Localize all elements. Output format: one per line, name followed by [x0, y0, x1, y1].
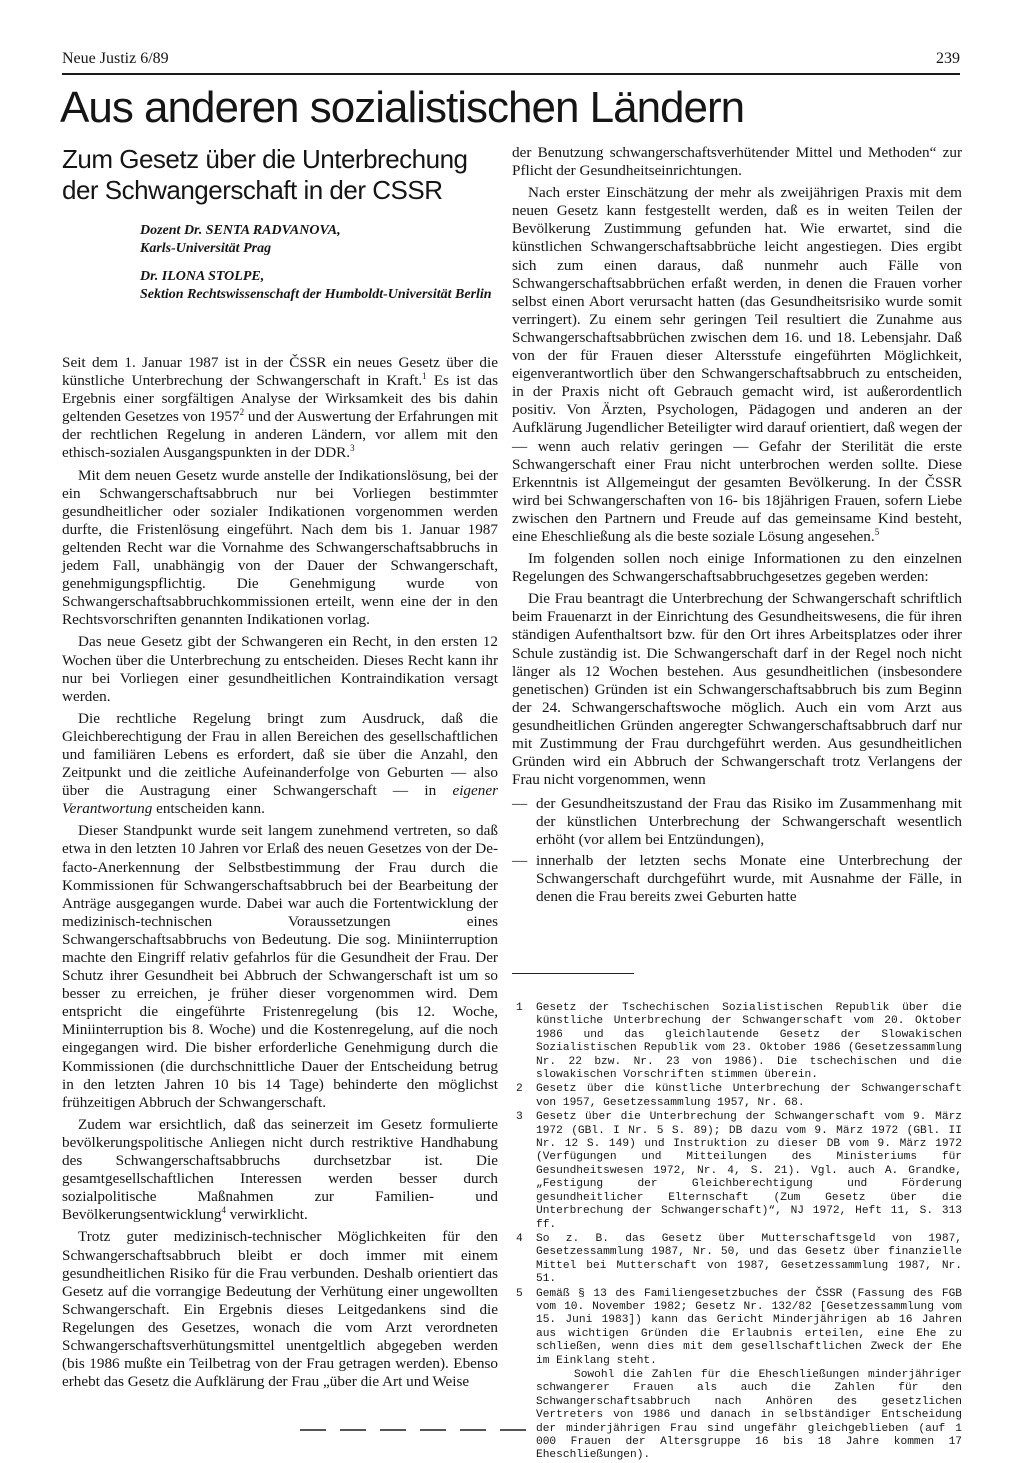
- footnote-4: [512, 1233, 962, 1287]
- footnote-text: Gesetz über die Unterbrechung der Schwangerschaft vom 9. März 1972 (GBl. I Nr. 5 S. 89); DB dazu vom 9. März 1972 (GBl. II Nr. 12 S. 149) und Instruktion zu dieser DB vom 9. März 1972 (Verfügungen und Mitteilungen des Ministeriums für Gesundheitswesen 1972, Nr. 4, S. 21). Vgl. auch A. Grandke, „Festigung der Gleichberechtigung und Förderung gesundheitlicher Elternschaft (Zum Gesetz über die Unterbrechung der Schwangerschaft)“, NJ 1972, Heft 11, S. 313 ff.: [536, 1111, 962, 1231]
- footnote-1: [512, 1002, 962, 1082]
- paragraph: [512, 184, 962, 546]
- header-rule: [62, 73, 960, 75]
- article-title: [62, 144, 498, 206]
- footnote-number: 4: [516, 1232, 523, 1245]
- list-item-text: der Gesundheitszustand der Frau das Risiko im Zusammenhang mit der künstlichen Unterbrechung der Schwangerschaft wesentlich erhöht (vor allem bei Entzündungen),: [536, 795, 962, 849]
- paragraph: Mit dem neuen Gesetz wurde anstelle der Indikationslösung, bei der ein Schwangerschaftsabbruch nur bei Vorliegen bestimmter gesundheitlicher oder sozialer Indikationen vorgenommen werden durfte, die Fristenlösung eingeführt. Nach dem bis 1. Januar 1987 geltenden Recht war die Vornahme des Schwangerschaftsabbruchs in jedem Fall, unabhängig von der Dauer der Schwangerschaft, genehmigungspflichtig. Die Genehmigung wurde von Schwangerschaftsabbruchkommissionen erteilt, wenn eine der in den Rechtsvorschriften genannten Indikationen vorlag.: [62, 466, 498, 629]
- article-title-line-2: der Schwangerschaft in der CSSR: [62, 175, 443, 205]
- paragraph: Im folgenden sollen noch einige Informationen zu den einzelnen Regelungen des Schwangerschaftsabbruchgesetzes gegeben werden:: [512, 550, 962, 586]
- footnote-ref-5[interactable]: 5: [874, 526, 880, 537]
- left-column: [62, 144, 498, 1395]
- paragraph-text: und der Auswertung der Erfahrungen mit der rechtlichen Regelung in anderen Ländern, vor allem mit den ethisch-sozialen Ausgangspunkten in der DDR.: [62, 408, 498, 462]
- paragraph: Das neue Gesetz gibt der Schwangeren ein Recht, in den ersten 12 Wochen über die Unterbrechung zu entscheiden. Dieses Recht kann ihr nur bei Vorliegen einer gesundheitlichen Kontraindikation versagt werden.: [62, 633, 498, 705]
- author-2-affiliation: Sektion Rechtswissenschaft der Humboldt-Universität Berlin: [140, 287, 492, 302]
- paragraph-text: Die rechtliche Regelung bringt zum Ausdruck, daß die Gleichberechtigung der Frau in allen Bereichen des gesellschaftlichen und familiären Lebens es erfordert, daß sie über die Anzahl, den Zeitpunkt und die zeitliche Aufeinanderfolge von Geburten — also über die Austragung einer Schwangerschaft — in: [62, 709, 498, 800]
- footnote-text: Gemäß § 13 des Familiengesetzbuches der ČSSR (Fassung des FGB vom 10. November 1982; Gesetz Nr. 132/82 [Gesetzessammlung vom 15. Juni 1983]) kann das Gericht Minderjährigen ab 16 Jahren aus wichtigen Gründen die Erlaubnis erteilen, eine Ehe zu schließen, wenn dies mit dem gesellschaftlichen Zweck der Ehe im Einklang steht.: [536, 1287, 962, 1367]
- journal-issue: Neue Justiz 6/89: [62, 50, 169, 67]
- footnote-3: [512, 1111, 962, 1232]
- footnote-ref-3[interactable]: 3: [350, 443, 355, 454]
- paragraph: [62, 354, 498, 463]
- author-1: [140, 222, 498, 258]
- footnote-text: Gesetz der Tschechischen Sozialistischen Republik über die künstliche Unterbrechung der Schwangerschaft vom 20. Oktober 1986 und das gleichlautende Gesetz der Slowakischen Sozialistischen Republik vom 23. Oktober 1986 (Gesetzessammlung Nr. 22 bzw. Nr. 23 von 1986). Die tschechischen und die slowakischen Vorschriften stimmen überein.: [536, 1002, 962, 1082]
- running-head: [62, 50, 960, 74]
- footnote-number: 3: [516, 1111, 523, 1124]
- paragraph-text: Seit dem 1. Januar 1987 ist in der ČSSR ein neues Gesetz über die künstliche Unterbrechung der Schwangerschaft in Kraft.: [62, 354, 498, 390]
- paragraph: Trotz guter medizinisch-technischer Möglichkeiten für den Schwangerschaftsabbruch bleibt er doch immer mit einem gesundheitlichen Risiko für die Frau verbunden. Deshalb orientiert das Gesetz auf die vorrangige Bedeutung der Verhütung einer ungewollten Schwangerschaft. Ein Ergebnis dieses Leitgedankens sind die Regelungen des Gesetzes, wonach die vom Arzt verordneten Schwangerschaftsverhütungsmittel unentgeltlich abgegeben werden (bis 1986 mußte ein Teilbetrag von der Frau getragen werden). Ebenso erhebt das Gesetz die Aufklärung der Frau „über die Art und Weise: [62, 1228, 498, 1391]
- author-2-name: Dr. ILONA STOLPE,: [140, 269, 265, 284]
- author-2: [140, 268, 498, 304]
- footnote-text: So z. B. das Gesetz über Mutterschaftsgeld von 1987, Gesetzessammlung 1987, Nr. 50, und das Gesetz über finanzielle Mittel bei Mutterschaft von 1987, Gesetzessammlung 1987, Nr. 51.: [536, 1232, 962, 1286]
- page-number: 239: [936, 50, 960, 67]
- paragraph-text: verwirklicht.: [225, 1206, 308, 1224]
- footnote-ref-4[interactable]: 4: [221, 1205, 226, 1216]
- footnote-2: [512, 1083, 962, 1110]
- paragraph-text: Zudem war ersichtlich, daß das seinerzeit im Gesetz formulierte bevölkerungspolitische Anliegen nicht durch restriktive Handhabung des Schwangerschaftsabbruchs durchsetzbar ist. Die gesamtgesellschaftlichen Interessen werden besser durch sozialpolitische Maßnahmen zur Familien- und Bevölkerungsentwicklung: [62, 1115, 498, 1224]
- condition-list: [512, 795, 962, 906]
- dash-bullet: —: [512, 795, 528, 813]
- print-marks: [300, 1418, 600, 1422]
- footnote-5: [512, 1288, 962, 1368]
- paragraph-text: Es ist das Ergebnis einer sorgfältigen Analyse der Wirksamkeit des bis dahin geltenden Gesetzes von 1957: [62, 372, 498, 426]
- paragraph: Die Frau beantragt die Unterbrechung der Schwangerschaft schriftlich beim Frauenarzt in der Einrichtung des Gesundheitswesens, die für ihren ständigen Aufenthaltsort bzw. für den Ort ihres Arbeitsplatzes oder ihrer Schule zuständig ist. Die Schwangerschaft darf in der Regel noch nicht länger als 12 Wochen bestehen. Aus gesundheitlichen (insbesondere genetischen) Gründen ist ein Schwangerschaftsabbruch bis zum Beginn der 24. Schwangerschaftswoche möglich. Auch ein vom Arzt aus gesundheitlichen Gründen angeregter Schwangerschaftsabbruch darf nur mit Zustimmung der Frau durchgeführt werden. Aus gesundheitlichen Gründen wird ein Abbruch der Schwangerschaft trotz Verlangens der Frau nicht vorgenommen, wenn: [512, 590, 962, 789]
- list-item-text: innerhalb der letzten sechs Monate eine Unterbrechung der Schwangerschaft durchgeführt wurde, mit Ausnahme der Fälle, in denen die Frau bereits zwei Geburten hatte: [536, 851, 962, 905]
- list-item: [512, 795, 962, 849]
- paragraph: der Benutzung schwangerschaftsverhütender Mittel und Methoden“ zur Pflicht der Gesundheitseinrichtungen.: [512, 144, 962, 180]
- list-item: [512, 852, 962, 906]
- paragraph-text: Nach erster Einschätzung der mehr als zweijährigen Praxis mit dem neuen Gesetz kann festgestellt werden, daß es in weiten Teilen der Bevölkerung Zustimmung gefunden hat. Wie erwartet, sind die künstlichen Schwangerschaftsabbrüche leicht angestiegen. Dies ergibt sich zum einen daraus, daß nunmehr auch Fälle von Schwangerschaftsabbrüchen erfaßt werden, in denen die Frauen vorher selbst einen Abort verursacht hatten (das Gesundheitsrisiko wurde somit verringert). Zu einem sehr geringen Teil resultiert die Zunahme aus Schwangerschaftsabbrüchen zwischen dem 16. und 18. Lebensjahr. Daß von der für Frauen dieser Altersstufe eingeführten Möglichkeit, eigenverantwortlich über den Schwangerschaftsabbruch zu entscheiden, in der Praxis nicht oft Gebrauch gemacht wird, ist außerordentlich positiv. Von Ärzten, Psychologen, Pädagogen und anderen an der Aufklärung Jugendlicher Beteiligter wird darauf orientiert, daß wegen der — wenn auch relativ geringen — Gefahr der Sterilität die erste Schwangerschaft einer Frau nicht unterbrochen werden sollte. Diese Erkenntnis ist Allgemeingut der gesamten Bevölkerung. In der ČSSR wird bei Schwangerschaften von 16- bis 18jährigen Frauen, sofern Liebe zwischen den Partnern und Freude auf das gemeinsame Kind besteht, eine Eheschließung als die beste soziale Lösung angesehen.: [512, 184, 962, 545]
- author-1-affiliation: Karls-Universität Prag: [140, 241, 272, 256]
- footnote-5-continuation: Sowohl die Zahlen für die Eheschließungen minderjähriger schwangerer Frauen als auch die Zahlen für den Schwangerschaftsabbruch nach Anhören des gesetzlichen Vertreters von 1986 und danach in selbständiger Entscheidung der minderjährigen Frau sind ungefähr gleichgeblieben (auf 1 000 Frauen der Altersgruppe 16 bis 18 Jahre kommen 17 Eheschließungen).: [536, 1368, 962, 1462]
- footnote-ref-2[interactable]: 2: [239, 407, 245, 418]
- emphasis: eigener Verantwortung: [62, 782, 498, 818]
- paragraph-text: entscheiden kann.: [152, 800, 265, 818]
- section-title: Aus anderen sozialistischen Ländern: [60, 83, 745, 132]
- right-column: [512, 144, 962, 908]
- footnotes: [512, 1002, 962, 1463]
- paragraph: [62, 710, 498, 819]
- footnote-ref-1[interactable]: 1: [422, 371, 427, 382]
- author-1-name: Dozent Dr. SENTA RADVANOVA,: [140, 223, 341, 238]
- footnote-text: Gesetz über die künstliche Unterbrechung der Schwangerschaft von 1957, Gesetzessammlung 1957, Nr. 68.: [536, 1083, 962, 1109]
- article-title-line-1: Zum Gesetz über die Unterbrechung: [62, 144, 468, 174]
- footnote-number: 2: [516, 1083, 523, 1096]
- footnote-number: 5: [516, 1287, 523, 1300]
- footnote-number: 1: [516, 1002, 523, 1014]
- footnote-separator: [512, 973, 634, 974]
- paragraph: Dieser Standpunkt wurde seit langem zunehmend vertreten, so daß etwa in den letzten 10 Jahren vor Erlaß des neuen Gesetzes von der De-facto-Anerkennung der Selbstbestimmung der Frau durch die Kommissionen für Schwangerschaftsabbruch bei der Bearbeitung der Anträge ausgegangen wurde. Dabei war auch die Fortentwicklung der medizinisch-technischen Voraussetzungen eines Schwangerschaftsabbruchs von Bedeutung. Die sog. Miniinterruption machte den Eingriff relativ gefahrlos für die Gesundheit der Frau. Der Schutz ihrer Gesundheit bei Abbruch der Schwangerschaft ist um so besser zu erreichen, je früher dieser vorgenommen wird. Dem entspricht die eingeführte Fristenregelung (bis 12. Woche, Miniinterruption bis 8. Woche) und die Kostenregelung, auf die noch eingegangen wird. Die bisher erforderliche Genehmigung durch die Kommissionen (die durchschnittliche Dauer der Entscheidung betrug in den letzten Jahren 10 bis 14 Tage) behinderte den möglichst frühzeitigen Abbruch der Schwangerschaft.: [62, 822, 498, 1111]
- paragraph: [62, 1116, 498, 1225]
- dash-bullet: —: [512, 851, 528, 869]
